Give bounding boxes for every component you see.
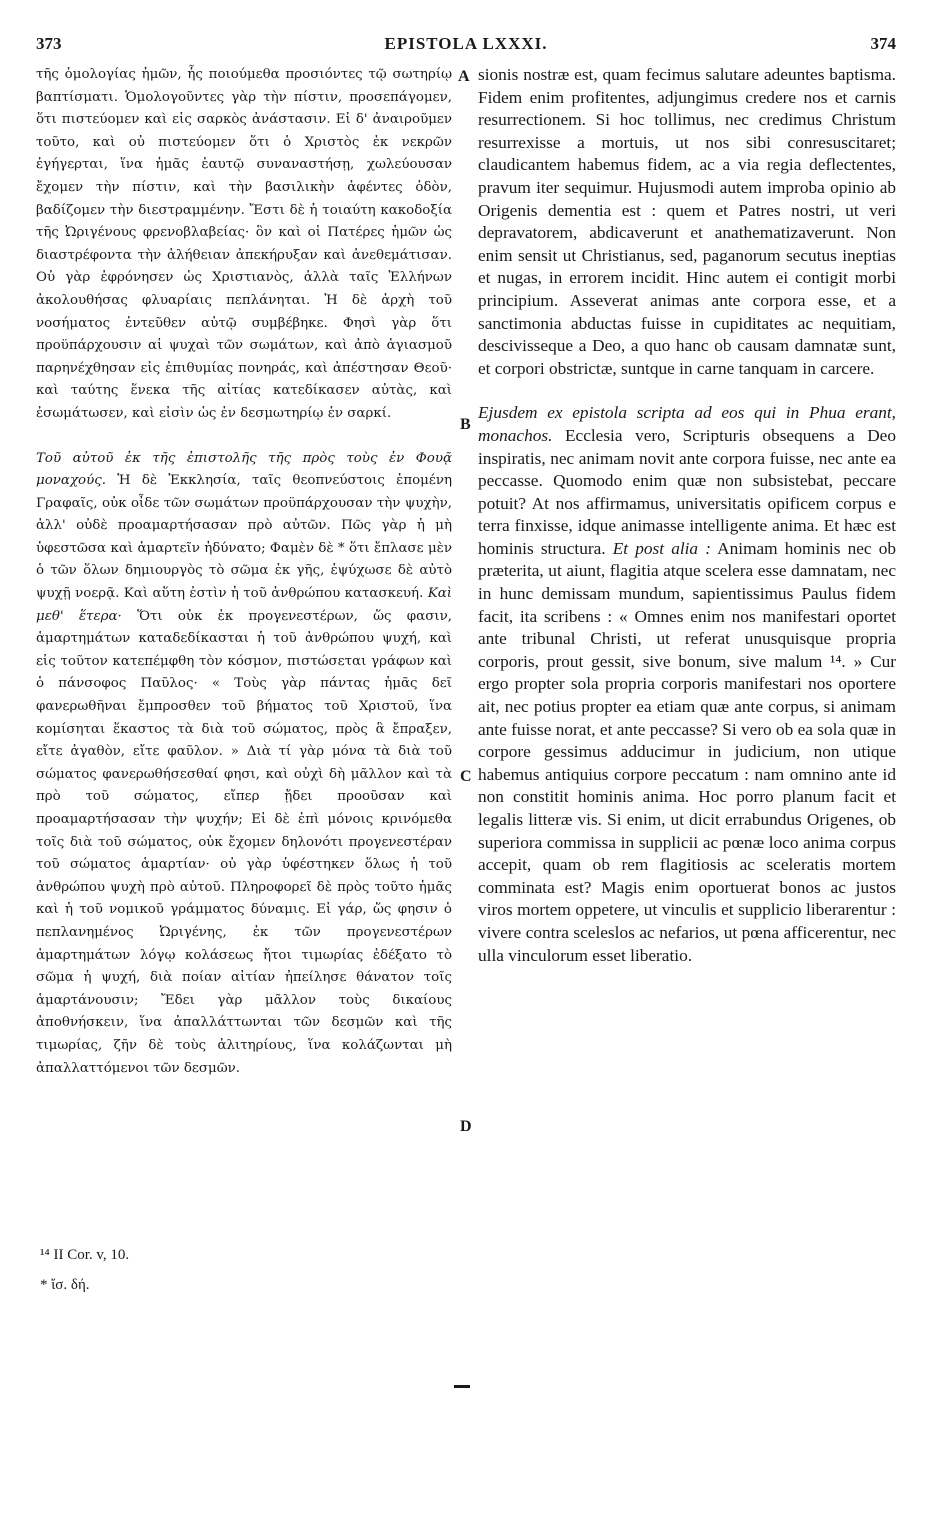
footnotes [40,1240,440,1300]
latin-et-post-alia: Et post alia : [612,538,711,558]
greek-text-3: Ὅτι οὐκ ἐκ προγενεστέρων, ὥς φασιν, ἁμαρτημάτων καταδεδίκασται ἡ τοῦ ἀνθρώπου ψυχή, καὶ εἰς τοῦτον κατεπέμφθη τὸν κόσμον, πιστώσεται γράφων καὶ ὁ πάνσοφος Παῦλος· « Τοὺς γὰρ πάντας ἡμᾶς δεῖ φανερωθῆναι ἔμπροσθεν τοῦ βήματος τοῦ Χριστοῦ, ἵνα κομίσηται ἕκαστος τὰ διὰ τοῦ σώματος, πρὸς ἃ ἔπραξεν, εἴτε ἀγαθὸν, εἴτε φαῦλον. » Διὰ τί γὰρ μόνα τὰ διὰ τοῦ σώματος φανερωθήσεσθαί φησι, καὶ οὐχὶ δὴ μᾶλλον καὶ τὰ πρὸ τοῦ σώματος, εἴπερ ᾔδει προοῦσαν καὶ προαμαρτήσασαν τὴν ψυχήν; Εἰ δὲ ἐπὶ μόνοις κρινόμεθα τοῖς διὰ τοῦ σώματος, οὐκ ἔχομεν δηλονότι προγενεστέραν τοῦ σώματος ἁμαρτίαν· οὐ γὰρ ὑφέστηκεν ὅλως ἡ τοῦ ἀνθρώπου ψυχὴ πρὸ αὐτοῦ. Πληροφορεῖ δὲ πρὸς τοῦτο ἡμᾶς καὶ ἡ τοῦ νομικοῦ γράμματος δύναμις. Εἰ γάρ, ὥς φησιν ὁ πεπλανημένος Ὠριγένης, ἐκ τῶν προγενεστέρων ἁμαρτημάτων λόγῳ κολάσεως ἤτοι τιμωρίας ἐδέξατο τὸ σῶμα ἡ ψυχή, διὰ ποίαν αἰτίαν ἠπείλησε θάνατον τοῖς ἁμαρτάνουσιν; Ἔδει γὰρ μᾶλλον τοὺς δικαίους ἀποθνήσκειν, ἵνα ἀπαλλάττωνται τῶν δεσμῶν καὶ τῆς τιμωρίας, ζῆν δὲ τοὺς ἀλιτηρίους, ἵνα κολάζωνται μὴ ἀπαλλαττόμενοι τῶν δεσμῶν. [36,608,452,1076]
latin-paragraph-1: sionis nostræ est, quam fecimus salutare adeuntes baptisma. Fidem enim profitentes, adjungimus credere nos et carnis resurrectionem. Si hoc tollimus, nec credimus Christum resurrexisse a mortuis, ut nos sibi conresuscitaret; claudicantem habemus fidem, ac a via regia deflectentes, pravum iter sequimur. Hujusmodi autem improba opinio ab Origenis dementia est : quem et Patres nostri, ut veri depravatorem, abdicaverunt et anathematizaverunt. Non enim sensit ut Christianus, sed, paganorum secutus ineptias et nugas, in errorem incidit. Hinc autem ei contigit morbi principium. Asseverat animas ante corpora esse, et a sanctimonia abductas fuisse in cupiditates ac nequitiam, descivisseque a Deo, a quo hanc ob causam damnatæ sunt, et corpori obstrictæ, suntque in carne tanquam in carcere. [478,65,896,378]
margin-letter-d: D [460,1118,472,1135]
bottom-dash-mark [454,1385,470,1388]
margin-letter-b: B [460,416,471,433]
latin-column [478,64,896,967]
greek-paragraph-2 [36,448,452,1081]
latin-paragraph-2 [478,402,896,967]
greek-section-heading: Τοῦ αὐτοῦ ἐκ τῆς ἐπιστολῆς τῆς πρὸς τοὺς ἐν Φουᾷ μοναχούς. [36,450,452,489]
page-header [36,34,896,58]
footnote-star: * ἴσ. δή. [40,1277,90,1293]
running-title: EPISTOLA LXXXI. [384,34,548,53]
greek-kai-meth-hetera: Καὶ μεθ' ἕτερα· [36,586,452,624]
footnote-14: ¹⁴ II Cor. v, 10. [40,1247,130,1263]
greek-paragraph-1: τῆς ὁμολογίας ἡμῶν, ἧς ποιούμεθα προσιόντες τῷ σωτηρίῳ βαπτίσματι. Ὁμολογοῦντες γὰρ τὴν πίστιν, προσεπάγομεν, ὅτι πιστεύομεν καὶ εἰς σαρκὸς ἀνάστασιν. Εἰ δ' ἀναιροῦμεν τοῦτο, καὶ οὐ πιστεύομεν ὅτι ὁ Χριστὸς ἐκ νεκρῶν ἐγήγερται, ἵνα ἡμᾶς ἑαυτῷ συναναστήσῃ, χωλεύουσαν ἔχομεν τὴν πίστιν, καὶ τὴν βασιλικὴν ἀφέντες ὁδὸν, βαδίζομεν τὴν διεστραμμένην. Ἔστι δὲ ἡ τοιαύτη κακοδοξία τῆς Ὠριγένους φρενοβλαβείας· ὃν καὶ οἱ Πατέρες ἡμῶν ὡς διαστρέφοντα τὴν ἀλήθειαν ἀπεκήρυξαν καὶ ἀνεθεμάτισαν. Οὐ γὰρ ἐφρόνησεν ὡς Χριστιανὸς, ἀλλὰ ταῖς Ἑλλήνων ἀκολουθήσας φλυαρίαις πεπλάνηται. Ἡ δὲ ἀρχὴ τοῦ νοσήματος ἐντεῦθεν αὐτῷ συμβέβηκε. Φησὶ γὰρ ὅτι προϋπάρχουσιν αἱ ψυχαὶ τῶν σωμάτων, καὶ ἀπὸ ἁγιασμοῦ παρηνέχθησαν εἰς ἐπιθυμίας πονηράς, καὶ ἀπέστησαν Θεοῦ· καὶ ταύτης ἕνεκα τῆς αἰτίας κατεδίκασεν αὐτὰς, καὶ ἐσωμάτωσεν, καὶ εἰσὶν ὡς ἐν δεσμωτηρίῳ ἐν σαρκί. [36,67,452,421]
margin-letter-a: A [458,68,470,85]
greek-text-2: Ἡ δὲ Ἐκκλησία, ταῖς θεοπνεύστοις ἑπομένη Γραφαῖς, οὐκ οἶδε τῶν σωμάτων προϋπάρχουσαν τὴν ψυχὴν, ἀλλ' οὐδὲ προαμαρτήσασαν πρὸ αὐτῶν. Πῶς γὰρ ἡ μὴ ὑφεστῶσα καὶ ἁμαρτεῖν ἠδύνατο; Φαμὲν δὲ * ὅτι ἔπλασε μὲν ὁ τῶν ὅλων δημιουργὸς τὸ σῶμα ἐκ γῆς, ἐψύχωσε δὲ αὐτὸ ψυχῇ νοερᾷ. Καὶ αὕτη ἐστὶν ἡ τοῦ ἀνθρώπου κατασκευή. [36,473,452,602]
latin-section-heading: Ejusdem ex epistola scripta ad eos qui in Phua erant, monachos. [478,403,896,445]
right-page-number: 374 [870,34,896,53]
left-page-number: 373 [36,34,62,53]
latin-text-2: Ecclesia vero, Scripturis obsequens a Deo inspiratis, nec animam novit ante corpora fuisse, nec ante ea peccasse. Quomodo enim quæ non subsistebat, peccare potuit? At nos affirmamus, universitatis opificem corpus e terra finxisse, idque animasse intelligente anima. Et hæc est hominis structura. [478,425,896,558]
latin-text-3: Animam hominis nec ob præterita, ut aiunt, flagitia atque scelera esse damnatam, nec in hunc demissam mundum, sapientissimus Paulus fidem facit, ita scribens : « Omnes enim nos manifestari oportet ante tribunal Christi, ut referat unusquisque propria corporis, prout gessit, sive bonum, sive malum ¹⁴. » Cur ergo propter sola propria corporis manifestari nos oportere ait, nec potius propter ea etiam quæ ante corpus, si animam ante fuisse norat, et ante peccasse? Si vero ob ea sola quæ in corpore gessimus adducimur in judicium, non utique habemus antiquius corpore peccatum : nam omnino ante id non constitit hominis anima. Hoc porro planum facit et legalis litteræ vis. Si enim, ut dicit errabundus Origenes, ob superiora commissa in supplicii ac pœnæ loco anima corpus accepit, quam ob rem flagitiosis ac sceleratis mortem comminata est? Magis enim oportuerat bonos ac justos viros mortem oppetere, ut vinculis et supplicio liberarentur : vivere contra sceleslos ac nefarios, ut pœna afficerentur, nec ulla vinculorum esset liberatio. [478,538,896,965]
greek-column [36,64,452,1080]
margin-letter-c: C [460,768,472,785]
